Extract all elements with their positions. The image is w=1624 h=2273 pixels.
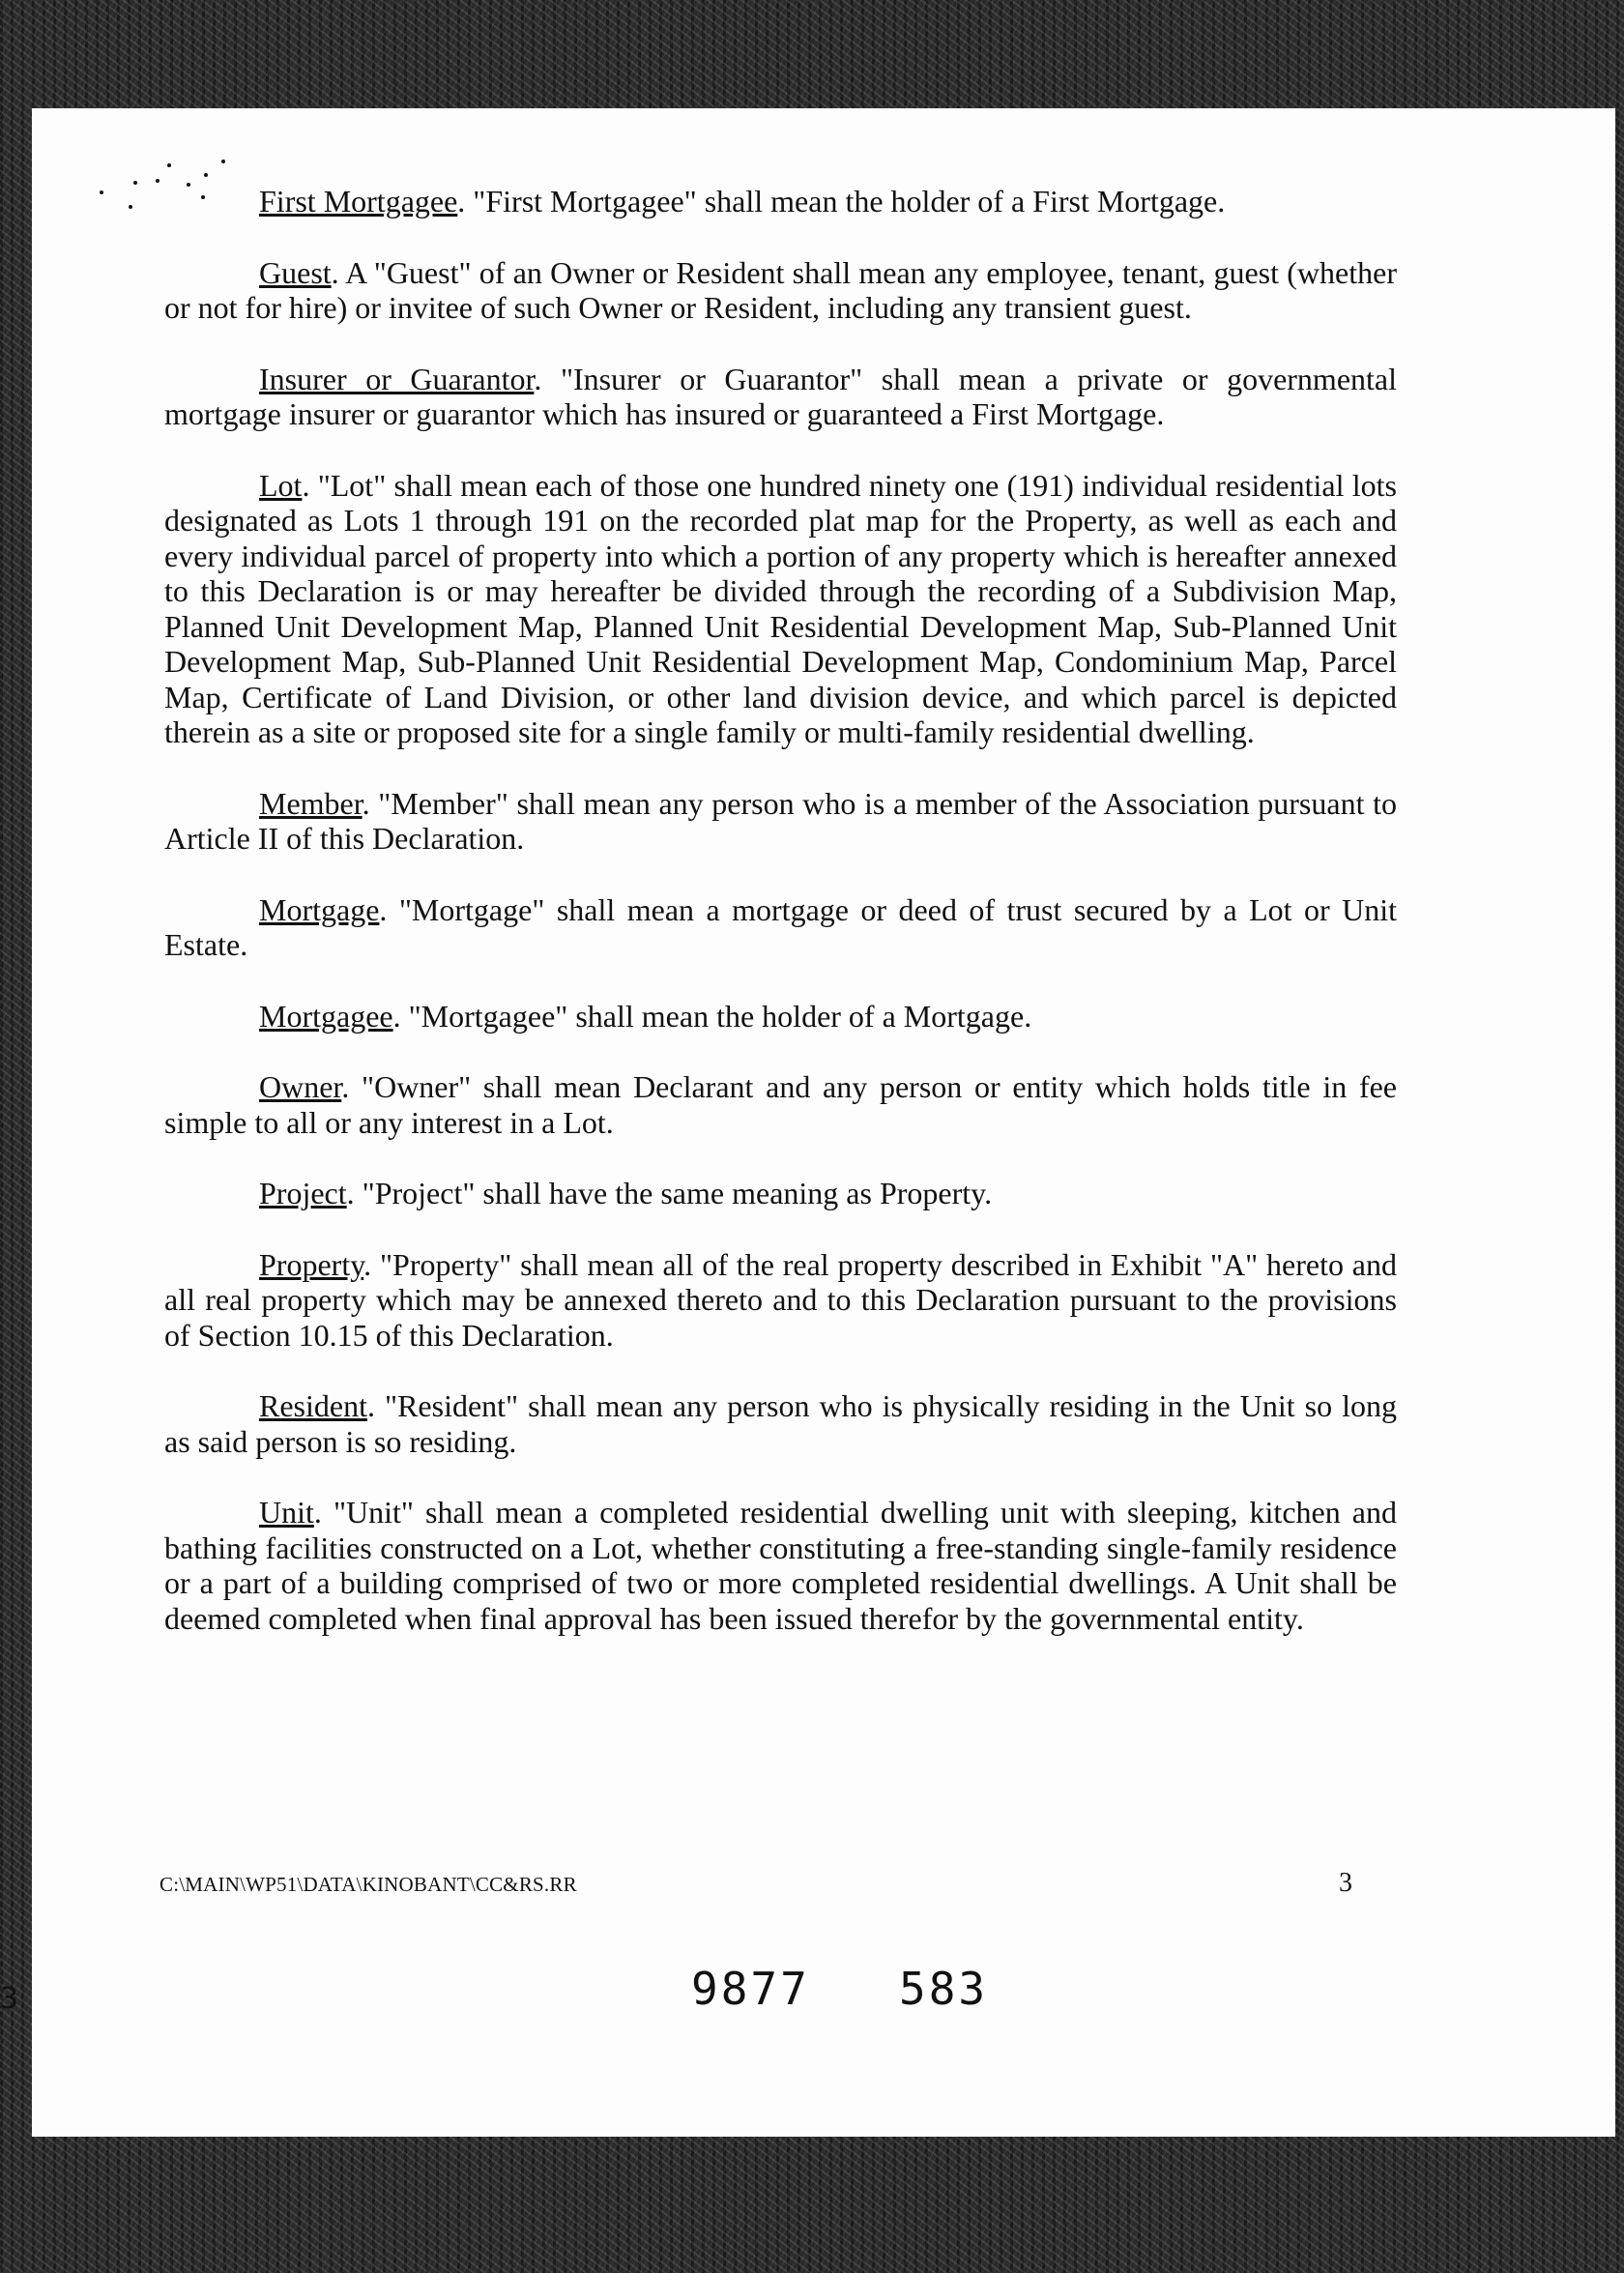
term-label: Insurer or Guarantor	[259, 361, 535, 396]
definition-text: . "Property" shall mean all of the real property described in Exhibit "A" hereto and all real property which may be annexed thereto and to this Declaration pursuant to the provisions of Section 10.15 of this Declaration.	[164, 1246, 1397, 1353]
definition-text: . "Owner" shall mean Declarant and any person or entity which holds title in fee simple to all or any interest in a Lot.	[164, 1069, 1397, 1140]
term-label: Unit	[259, 1495, 314, 1530]
term-label: Mortgage	[259, 891, 380, 927]
definition-unit	[164, 1495, 1397, 1636]
term-label: Lot	[259, 467, 303, 503]
term-label: Resident	[259, 1388, 367, 1423]
definition-guest	[164, 255, 1397, 326]
term-label: Owner	[259, 1069, 342, 1104]
definition-text: . "Resident" shall mean any person who is physically residing in the Unit so long as said person is so residing.	[164, 1388, 1397, 1459]
definition-mortgage	[164, 892, 1397, 963]
definition-text: . A "Guest" of an Owner or Resident shall mean any employee, tenant, guest (whether or not for hire) or invitee of such Owner or Resident, including any transient guest.	[164, 254, 1397, 325]
definition-lot	[164, 468, 1397, 750]
term-label: Member	[259, 785, 362, 821]
definition-text: . "Project" shall have the same meaning as Property.	[346, 1176, 993, 1210]
definition-project	[164, 1176, 1397, 1211]
definition-member	[164, 786, 1397, 857]
term-label: Property	[259, 1246, 364, 1282]
term-label: First Mortgagee	[259, 184, 458, 219]
definition-insurer-or-guarantor	[164, 362, 1397, 432]
definition-text: . "Mortgage" shall mean a mortgage or deed of trust secured by a Lot or Unit Estate.	[164, 891, 1397, 962]
definitions-body	[164, 184, 1397, 1672]
definition-mortgagee	[164, 999, 1397, 1035]
definition-resident	[164, 1388, 1397, 1459]
term-label: Guest	[259, 254, 332, 290]
definition-first-mortgagee	[164, 184, 1397, 219]
definition-text: . "First Mortgagee" shall mean the holder of a First Mortgage.	[457, 184, 1226, 219]
definition-text: . "Member" shall mean any person who is a member of the Association pursuant to Article II of this Declaration.	[164, 785, 1397, 856]
definition-owner	[164, 1069, 1397, 1140]
definition-text: . "Lot" shall mean each of those one hundred ninety one (191) individual residential lots designated as Lots 1 through 191 on the recorded plat map for the Property, as well as each and every individual parcel of property into which a portion of any property which is hereafter annexed to this Declaration is or may hereafter be divided through the recording of a Subdivision Map, Planned Unit Development Map, Planned Unit Residential Development Map, Sub-Planned Unit Development Map, Sub-Planned Unit Residential Development Map, Condominium Map, Parcel Map, Certificate of Land Division, or other land division device, and which parcel is depicted therein as a site or proposed site for a single family or multi-family residential dwelling.	[164, 467, 1397, 749]
term-label: Project	[259, 1176, 347, 1210]
definition-text: . "Mortgagee" shall mean the holder of a Mortgage.	[392, 998, 1032, 1034]
margin-mark: 3	[0, 1982, 19, 2016]
definition-text: . "Insurer or Guarantor" shall mean a private or governmental mortgage insurer or guarantor which has insured or guaranteed a First Mortgage.	[164, 361, 1398, 431]
term-label: Mortgagee	[259, 998, 393, 1034]
footer-file-path: C:\MAIN\WP51\DATA\KINOBANT\CC&RS.RR	[160, 1873, 577, 1896]
recording-page-number: 583	[899, 1963, 989, 2015]
recording-book-number: 9877	[691, 1963, 810, 2015]
definition-text: . "Unit" shall mean a completed residential dwelling unit with sleeping, kitchen and bathing facilities constructed on a Lot, whether constituting a free-standing single-family residence or a part of a building comprised of two or more completed residential dwellings. A Unit shall be deemed completed when final approval has been issued therefor by the governmental entity.	[164, 1495, 1397, 1636]
page-number: 3	[1339, 1868, 1352, 1898]
definition-property	[164, 1247, 1397, 1354]
